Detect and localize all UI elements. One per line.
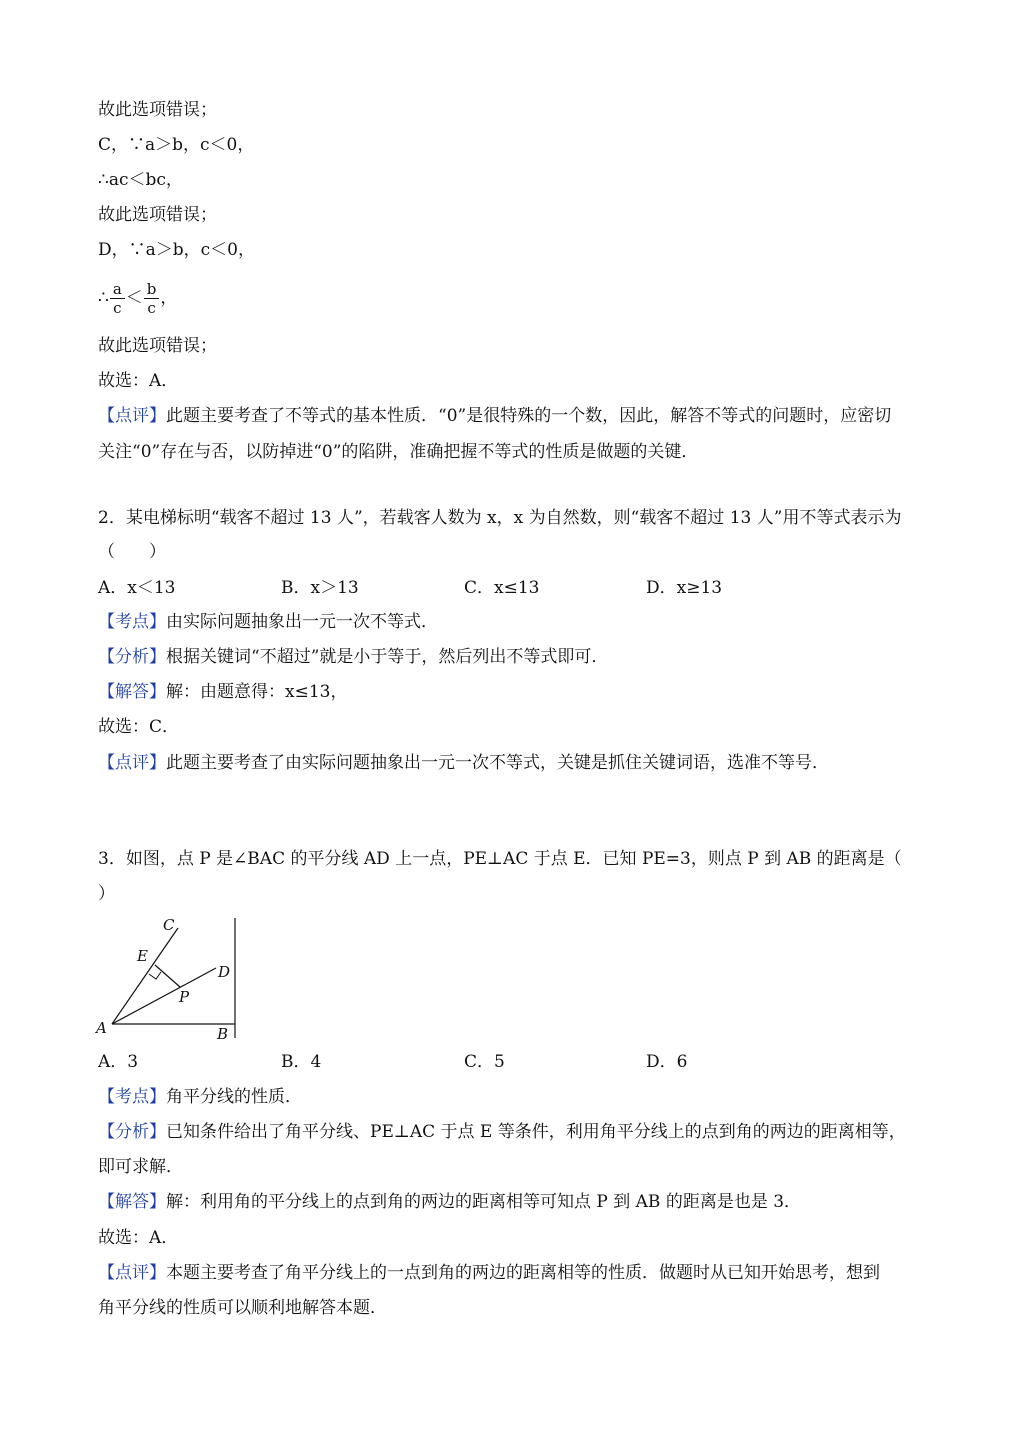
solution-line: D，∵a＞b，c＜0， bbox=[98, 240, 255, 260]
fenxi-tag: 【分析】 bbox=[98, 647, 166, 667]
fraction-inequality bbox=[98, 274, 177, 322]
comment-text: 此题主要考查了不等式的基本性质．“0”是很特殊的一个数，因此，解答不等式的问题时，应密切 bbox=[166, 406, 892, 426]
solution-line: 故此选项错误； bbox=[98, 205, 217, 225]
question-2-stem: 2．某电梯标明“载客不超过 13 人”，若载客人数为 x，x 为自然数，则“载客不超过 13 人”用不等式表示为 bbox=[98, 508, 902, 528]
ray-ad bbox=[112, 968, 216, 1024]
solution-line: ∴ac＜bc， bbox=[98, 170, 183, 190]
question-3-stem-bracket: ） bbox=[98, 884, 115, 904]
fenxi-text: 根据关键词“不超过”就是小于等于，然后列出不等式即可． bbox=[166, 647, 609, 667]
fraction-denominator: c bbox=[147, 299, 156, 317]
jieda-text: 解：由题意得：x≤13， bbox=[166, 682, 348, 702]
answer-line: 故选：A． bbox=[98, 371, 179, 391]
fenxi-tag: 【分析】 bbox=[98, 1122, 166, 1142]
question-2-options bbox=[98, 577, 858, 599]
fraction-numerator: a bbox=[110, 280, 125, 299]
jieda-line bbox=[98, 681, 347, 703]
fraction-numerator: b bbox=[144, 280, 160, 299]
kaodian-tag: 【考点】 bbox=[98, 1087, 166, 1107]
solution-line: 故此选项错误； bbox=[98, 336, 217, 356]
pingping-text: 本题主要考查了角平分线上的一点到角的两边的距离相等的性质．做题时从已知开始思考，想到 bbox=[166, 1263, 880, 1283]
fraction-b-over-c bbox=[144, 280, 160, 317]
label-p: P bbox=[179, 988, 190, 1006]
pingping-tag: 【点评】 bbox=[98, 753, 166, 773]
jieda-text: 解：利用角的平分线上的点到角的两边的距离相等可知点 P 到 AB 的距离是也是 3． bbox=[166, 1192, 802, 1212]
option-b: B．x＞13 bbox=[281, 578, 359, 598]
answer-line: 故选：A． bbox=[98, 1228, 179, 1248]
option-a: A．3 bbox=[98, 1052, 139, 1072]
option-c: C．5 bbox=[464, 1052, 505, 1072]
option-d: D．6 bbox=[646, 1052, 688, 1072]
kaodian-line bbox=[98, 611, 438, 633]
pingping-line bbox=[98, 752, 829, 774]
jieda-line bbox=[98, 1191, 801, 1213]
jieda-tag: 【解答】 bbox=[98, 682, 166, 702]
answer-line: 故选：C． bbox=[98, 717, 180, 737]
jieda-tag: 【解答】 bbox=[98, 1192, 166, 1212]
kaodian-tag: 【考点】 bbox=[98, 612, 166, 632]
therefore-symbol: ∴ bbox=[98, 288, 109, 308]
fenxi-text: 已知条件给出了角平分线、PE⊥AC 于点 E 等条件，利用角平分线上的点到角的两边的距离相等， bbox=[166, 1122, 906, 1142]
right-angle-mark bbox=[149, 972, 161, 979]
option-d: D．x≥13 bbox=[646, 578, 723, 598]
pingping-line bbox=[98, 1262, 880, 1284]
option-a: A．x＜13 bbox=[98, 578, 176, 598]
question-3-options bbox=[98, 1051, 858, 1073]
label-a: A bbox=[96, 1019, 107, 1037]
question-3-stem: 3．如图，点 P 是∠BAC 的平分线 AD 上一点，PE⊥AC 于点 E．已知 PE=3，则点 P 到 AB 的距离是（ bbox=[98, 849, 902, 869]
label-c: C bbox=[163, 916, 175, 934]
kaodian-text: 由实际问题抽象出一元一次不等式． bbox=[166, 612, 438, 632]
fenxi-line: 即可求解． bbox=[98, 1157, 183, 1177]
less-than-symbol: ＜ bbox=[125, 288, 143, 308]
kaodian-text: 角平分线的性质． bbox=[166, 1087, 302, 1107]
kaodian-line bbox=[98, 1086, 302, 1108]
pingping-line: 角平分线的性质可以顺利地解答本题． bbox=[98, 1298, 387, 1318]
pingping-tag: 【点评】 bbox=[98, 1263, 166, 1283]
comment-line: 关注“0”存在与否，以防掉进“0”的陷阱，准确把握不等式的性质是做题的关键． bbox=[98, 442, 699, 462]
comma: ， bbox=[160, 288, 178, 308]
angle-bisector-figure bbox=[95, 912, 245, 1044]
option-b: B．4 bbox=[281, 1052, 322, 1072]
label-e: E bbox=[137, 947, 148, 965]
comment-line bbox=[98, 405, 891, 427]
fenxi-line bbox=[98, 1121, 906, 1143]
solution-line: C，∵a＞b，c＜0， bbox=[98, 135, 255, 155]
option-c: C．x≤13 bbox=[464, 578, 540, 598]
fenxi-line bbox=[98, 646, 608, 668]
fraction-denominator: c bbox=[113, 299, 122, 317]
comment-tag: 【点评】 bbox=[98, 406, 166, 426]
fraction-a-over-c bbox=[110, 280, 125, 317]
question-2-stem-bracket: （ ） bbox=[98, 542, 166, 562]
label-b: B bbox=[217, 1025, 229, 1043]
pingping-text: 此题主要考查了由实际问题抽象出一元一次不等式，关键是抓住关键词语，选准不等号． bbox=[166, 753, 829, 773]
label-d: D bbox=[218, 963, 231, 981]
solution-line: 故此选项错误； bbox=[98, 100, 217, 120]
